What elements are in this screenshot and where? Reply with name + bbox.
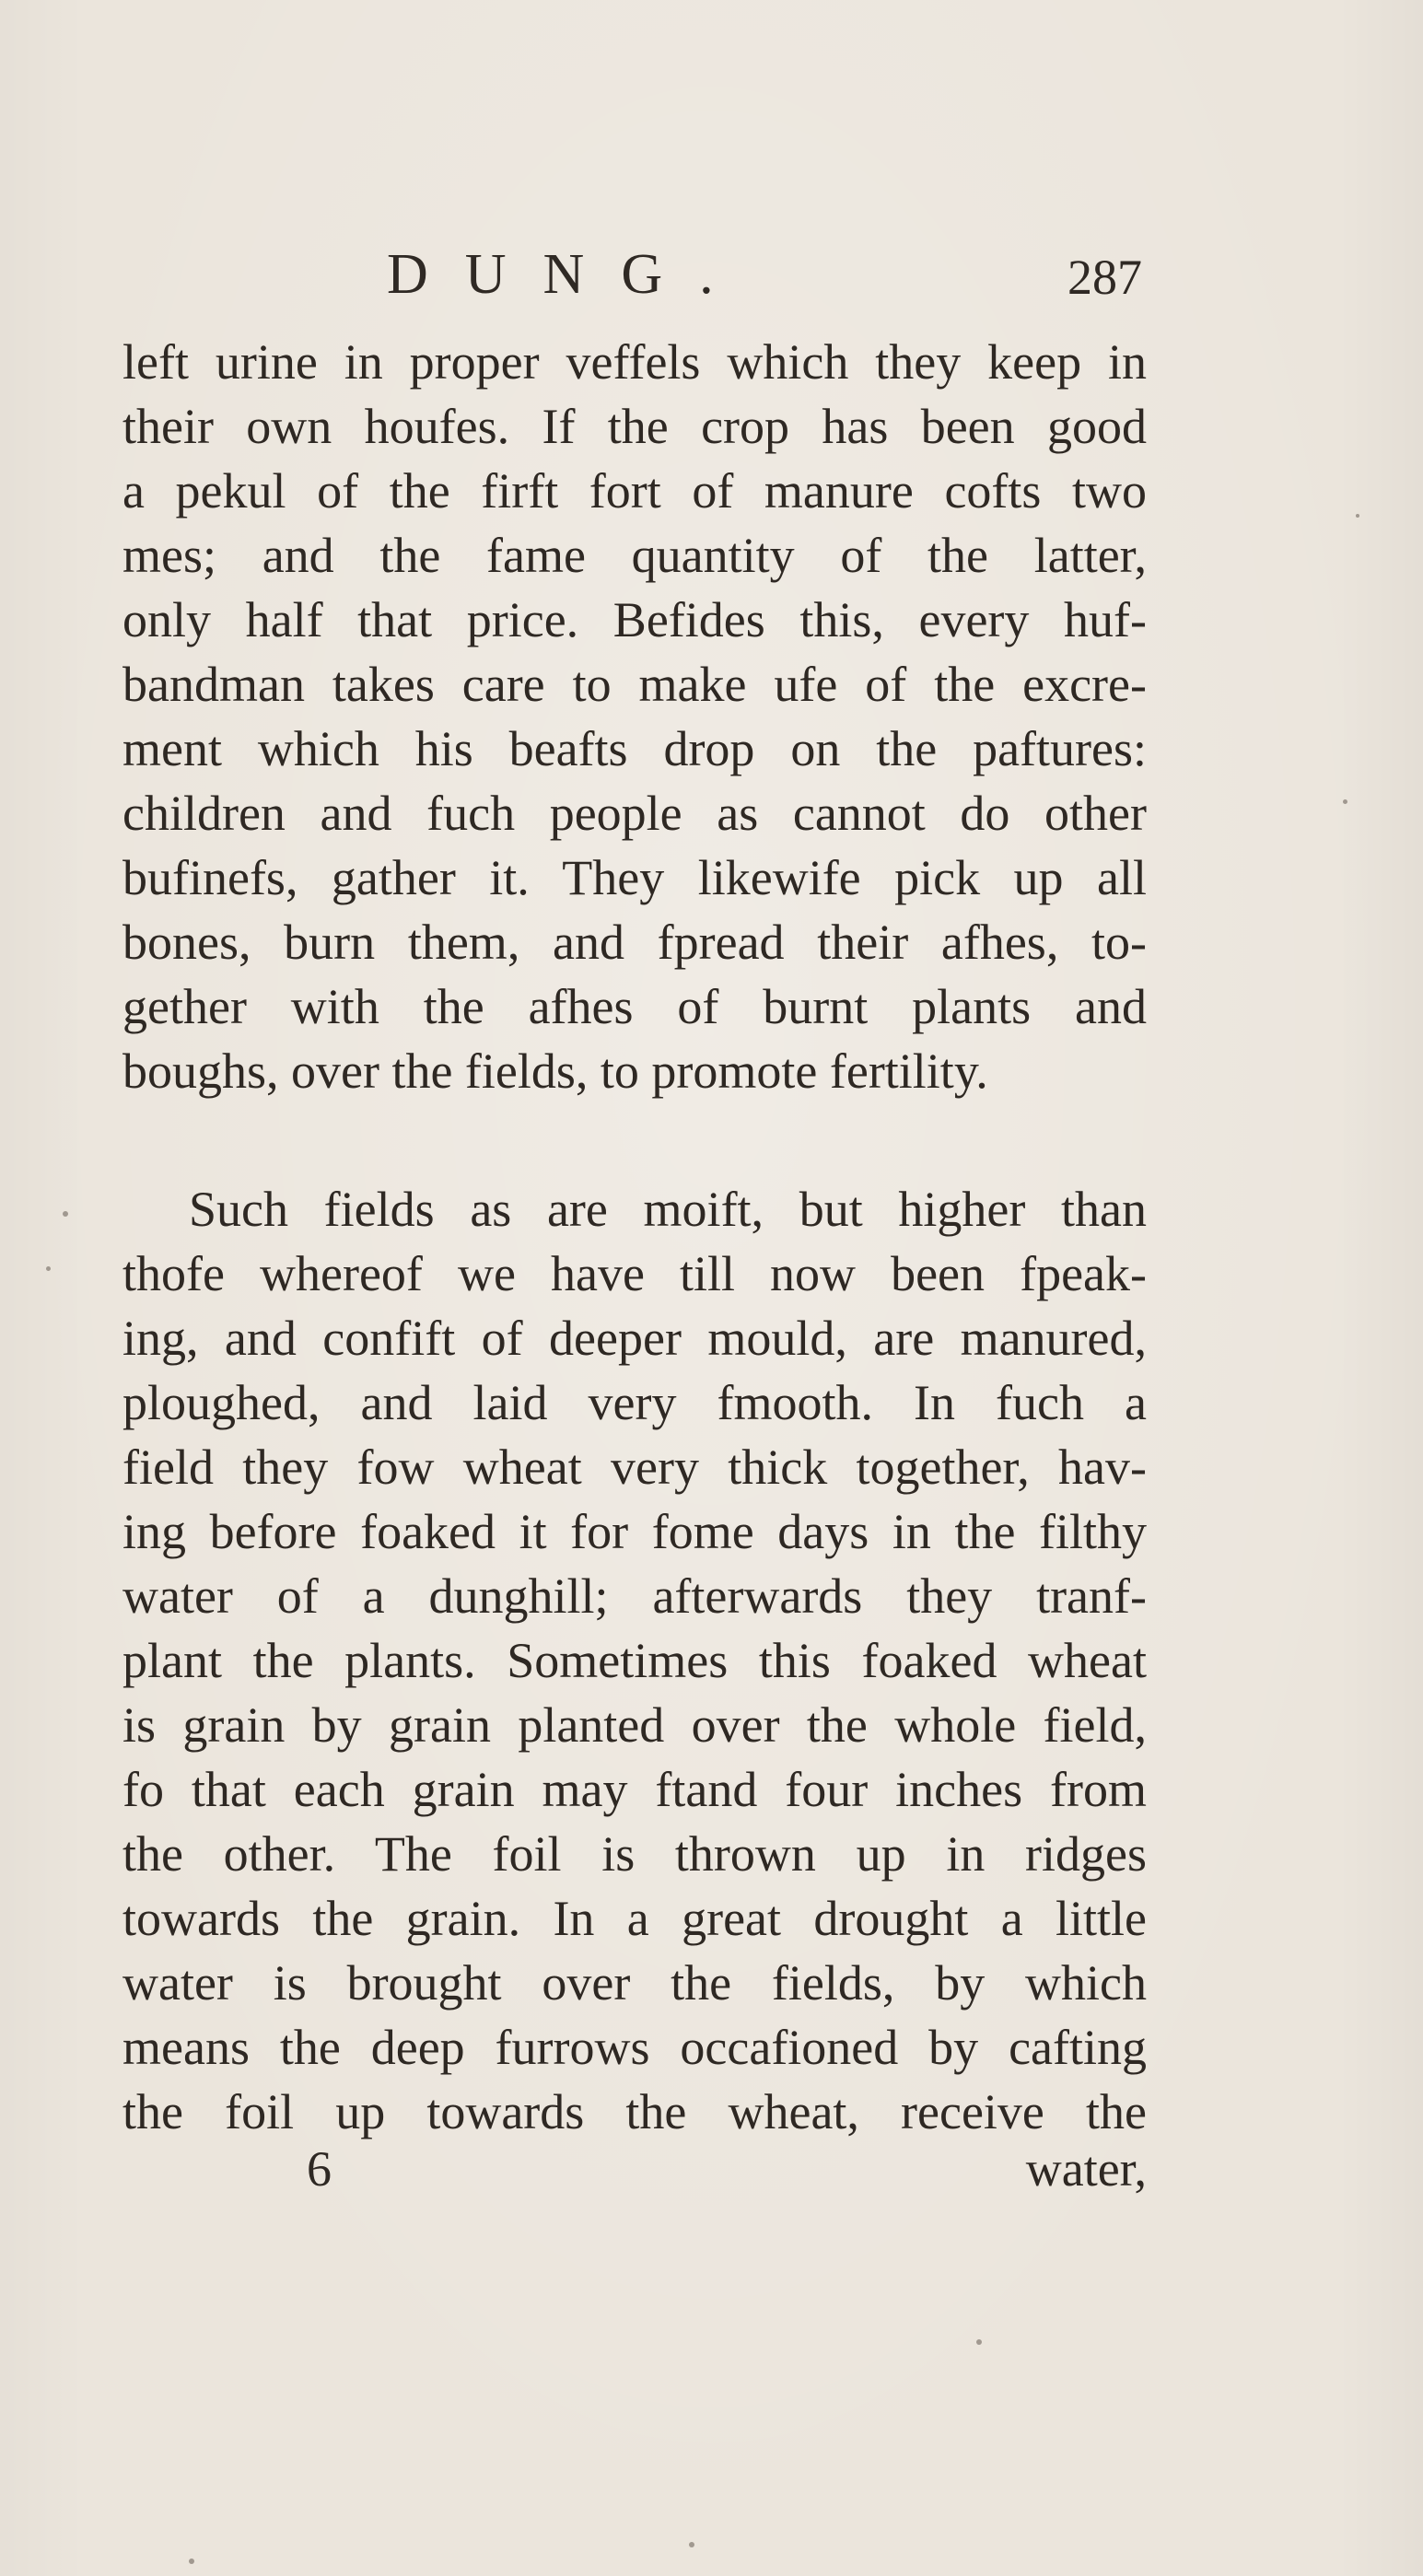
text-line: children and fuch people as cannot do other xyxy=(122,786,1147,841)
text-line: mes; and the fame quantity of the latter, xyxy=(122,528,1147,583)
paper-speck xyxy=(1343,799,1347,804)
paper-speck xyxy=(46,1266,51,1271)
text-line: ing, and confift of deeper mould, are manured, xyxy=(122,1311,1147,1366)
text-line: bones, burn them, and fpread their afhes, to- xyxy=(122,915,1147,970)
page-number: 287 xyxy=(1067,250,1142,305)
text-line: fo that each grain may ftand four inches from xyxy=(122,1762,1147,1817)
page-footer xyxy=(122,2137,1147,2201)
text-line: field they fow wheat very thick together, hav- xyxy=(122,1440,1147,1495)
text-line: plant the plants. Sometimes this foaked wheat xyxy=(122,1633,1147,1688)
text-line: ploughed, and laid very fmooth. In fuch a xyxy=(122,1375,1147,1430)
paper-speck xyxy=(189,2559,194,2564)
text-line: towards the grain. In a great drought a little xyxy=(122,1891,1147,1946)
paper-speck xyxy=(689,2542,694,2547)
text-line: left urine in proper veffels which they keep in xyxy=(122,334,1147,390)
paper-speck xyxy=(976,2339,982,2345)
text-line: thofe whereof we have till now been fpeak- xyxy=(122,1246,1147,1301)
text-line: the other. The foil is thrown up in ridges xyxy=(122,1826,1147,1882)
signature-mark: 6 xyxy=(307,2141,332,2197)
text-line: a pekul of the firft fort of manure cofts two xyxy=(122,463,1147,519)
running-title: DUNG. xyxy=(387,243,751,306)
running-head xyxy=(387,238,1142,311)
paper-speck xyxy=(1356,514,1359,518)
text-line: bandman takes care to make ufe of the excre- xyxy=(122,657,1147,712)
paper-speck xyxy=(63,1211,68,1217)
text-line: ment which his beafts drop on the paftures: xyxy=(122,721,1147,776)
paragraph-1 xyxy=(122,330,1147,1103)
text-line: is grain by grain planted over the whole field, xyxy=(122,1697,1147,1753)
text-line: the foil up towards the wheat, receive the xyxy=(122,2084,1147,2139)
catchword: water, xyxy=(1025,2141,1147,2197)
text-line: water of a dunghill; afterwards they tranf- xyxy=(122,1568,1147,1624)
text-line: Such fields as are moift, but higher than xyxy=(189,1182,1147,1237)
text-line: their own houfes. If the crop has been good xyxy=(122,399,1147,454)
text-line: boughs, over the fields, to promote fertility. xyxy=(122,1043,988,1099)
text-line: gether with the afhes of burnt plants and xyxy=(122,979,1147,1034)
paragraph-2 xyxy=(122,1177,1147,2144)
text-line: bufinefs, gather it. They likewife pick up all xyxy=(122,850,1147,905)
text-line: only half that price. Befides this, every huf- xyxy=(122,592,1147,647)
text-line: ing before foaked it for fome days in the filthy xyxy=(122,1504,1147,1559)
text-line: water is brought over the fields, by which xyxy=(122,1955,1147,2011)
text-line: means the deep furrows occafioned by cafting xyxy=(122,2020,1147,2075)
